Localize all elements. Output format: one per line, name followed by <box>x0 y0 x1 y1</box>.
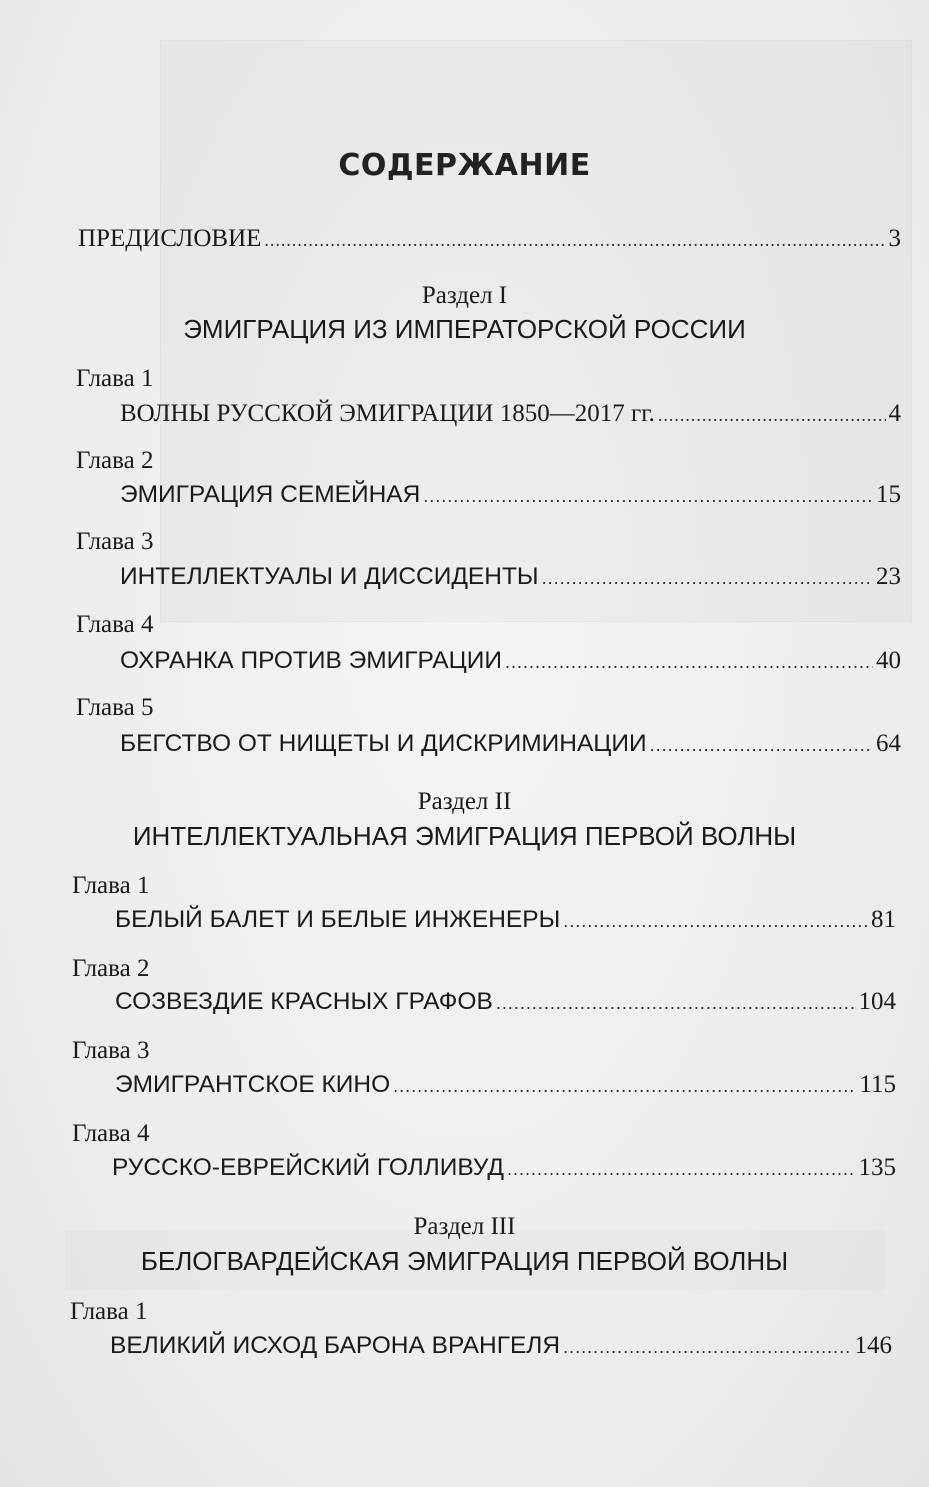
toc-page-number: 104 <box>858 988 896 1015</box>
toc-entry-label: СОЗВЕЗДИЕ КРАСНЫХ ГРАФОВ <box>115 988 493 1015</box>
toc-entry-label: ОХРАНКА ПРОТИВ ЭМИГРАЦИИ <box>120 647 502 674</box>
leader-dots <box>542 568 873 589</box>
toc-page-number: 115 <box>859 1071 896 1098</box>
toc-entry-label: ИНТЕЛЛЕКТУАЛЫ И ДИССИДЕНТЫ <box>120 563 539 590</box>
section-number: Раздел I <box>421 282 508 309</box>
chapter-number: Глава 5 <box>76 694 154 721</box>
toc-entry-label: ПРЕДИСЛОВИЕ <box>78 225 262 252</box>
toc-entry[interactable] <box>120 563 901 597</box>
chapter-number: Глава 3 <box>76 528 154 555</box>
leader-dots <box>423 486 873 507</box>
toc-entry[interactable] <box>120 730 901 764</box>
leader-dots <box>507 1159 856 1180</box>
toc-entry-label: ВЕЛИКИЙ ИСХОД БАРОНА ВРАНГЕЛЯ <box>110 1332 561 1359</box>
toc-page-number: 23 <box>876 563 901 590</box>
section-number: Раздел III <box>413 1213 516 1240</box>
section-title: БЕЛОГВАРДЕЙСКАЯ ЭМИГРАЦИЯ ПЕРВОЙ ВОЛНЫ <box>140 1246 789 1276</box>
chapter-number: Глава 1 <box>70 1298 148 1325</box>
leader-dots <box>496 993 856 1014</box>
toc-entry-label: БЕГСТВО ОТ НИЩЕТЫ И ДИСКРИМИНАЦИИ <box>120 730 647 757</box>
leader-dots <box>264 230 885 251</box>
toc-entry[interactable] <box>120 400 901 434</box>
chapter-number: Глава 1 <box>76 365 154 392</box>
leader-dots <box>563 1337 851 1358</box>
chapter-number: Глава 4 <box>76 611 154 638</box>
chapter-number: Глава 4 <box>72 1120 150 1147</box>
toc-entry[interactable] <box>112 1154 896 1188</box>
toc-entry[interactable] <box>120 647 901 681</box>
toc-entry-label: ЭМИГРАЦИЯ СЕМЕЙНАЯ <box>120 481 421 508</box>
toc-entry[interactable] <box>115 906 896 940</box>
section-title: ЭМИГРАЦИЯ ИЗ ИМПЕРАТОРСКОЙ РОССИИ <box>183 314 746 344</box>
toc-entry[interactable] <box>115 1071 896 1105</box>
toc-entry-label: РУССКО-ЕВРЕЙСКИЙ ГОЛЛИВУД <box>112 1154 504 1181</box>
section-number: Раздел II <box>417 788 512 815</box>
leader-dots <box>393 1076 856 1097</box>
toc-page-number: 64 <box>876 730 901 757</box>
toc-entry[interactable] <box>120 481 901 515</box>
toc-entry-label: ВОЛНЫ РУССКОЙ ЭМИГРАЦИИ 1850—2017 гг. <box>120 400 655 427</box>
section-title: ИНТЕЛЛЕКТУАЛЬНАЯ ЭМИГРАЦИЯ ПЕРВОЙ ВОЛНЫ <box>132 821 797 851</box>
leader-dots <box>650 735 873 756</box>
chapter-number: Глава 2 <box>76 447 154 474</box>
chapter-number: Глава 3 <box>72 1037 150 1064</box>
leader-dots <box>658 405 886 426</box>
toc-page-number: 40 <box>876 647 901 674</box>
toc-entry[interactable] <box>115 988 896 1022</box>
leader-dots <box>505 652 873 673</box>
toc-page-number: 135 <box>858 1154 896 1181</box>
toc-entry-label: БЕЛЫЙ БАЛЕТ И БЕЛЫЕ ИНЖЕНЕРЫ <box>115 906 561 933</box>
toc-entry[interactable] <box>110 1332 892 1366</box>
toc-page-number: 3 <box>888 225 901 252</box>
toc-page-number: 81 <box>871 906 896 933</box>
toc-page-number: 146 <box>854 1332 892 1359</box>
leader-dots <box>563 911 868 932</box>
chapter-number: Глава 1 <box>72 872 150 899</box>
toc-entry-label: ЭМИГРАНТСКОЕ КИНО <box>115 1071 391 1098</box>
toc-entry-preface[interactable] <box>78 225 901 259</box>
toc-page-number: 4 <box>888 400 901 427</box>
page-title: СОДЕРЖАНИЕ <box>338 148 591 183</box>
toc-page-number: 15 <box>876 481 901 508</box>
chapter-number: Глава 2 <box>72 955 150 982</box>
